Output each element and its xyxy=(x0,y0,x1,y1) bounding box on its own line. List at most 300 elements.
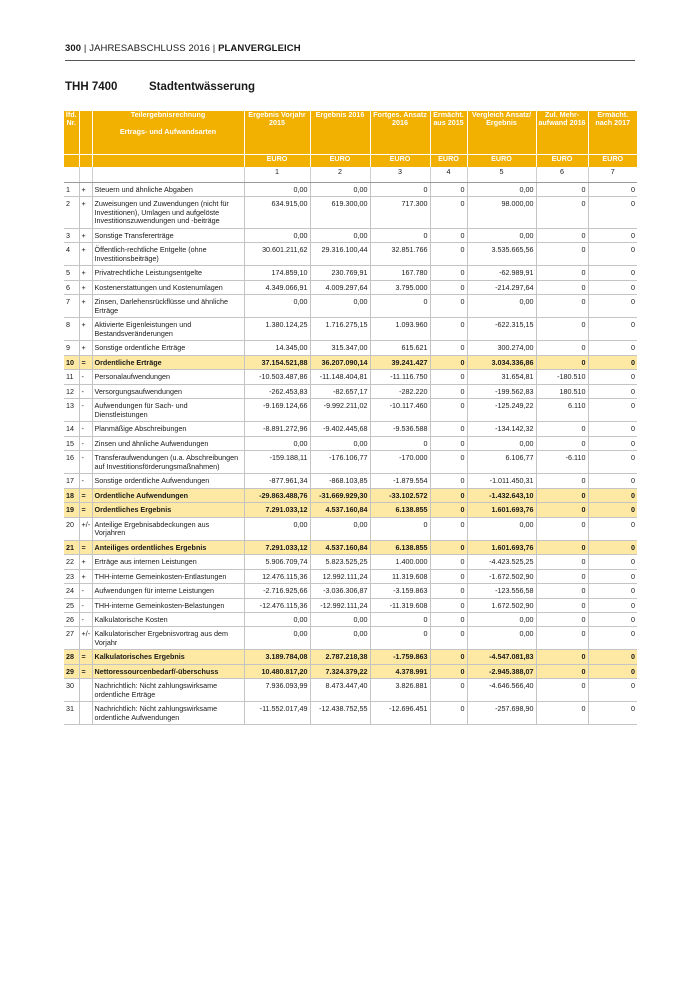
row-label: Nachrichtlich: Nicht zahlungswirksame ordentliche Erträge xyxy=(92,679,244,702)
value-cell: -877.961,34 xyxy=(244,474,310,488)
value-cell: 0 xyxy=(588,664,637,678)
value-cell: 0 xyxy=(430,569,467,583)
value-cell: 634.915,00 xyxy=(244,197,310,228)
value-cell: -180.510 xyxy=(536,370,588,384)
value-cell: 0 xyxy=(430,228,467,242)
column-number xyxy=(64,167,79,183)
value-cell: 0 xyxy=(588,569,637,583)
value-cell: 6.138.855 xyxy=(370,540,430,554)
value-cell: 0 xyxy=(430,474,467,488)
table-row xyxy=(64,295,637,318)
table-row xyxy=(64,664,637,678)
value-cell: 0 xyxy=(588,517,637,540)
value-cell: 3.826.881 xyxy=(370,679,430,702)
value-cell: 0,00 xyxy=(310,612,370,626)
value-cell: -10.117.460 xyxy=(370,399,430,422)
column-number: 2 xyxy=(310,167,370,183)
value-cell: -11.552.017,49 xyxy=(244,702,310,725)
value-cell: 0,00 xyxy=(467,228,536,242)
row-label: Öffentlich-rechtliche Entgelte (ohne Investitionsbeiträge) xyxy=(92,243,244,266)
unit-cell: EURO xyxy=(536,155,588,168)
value-cell: -12.696.451 xyxy=(370,702,430,725)
value-cell: 0 xyxy=(536,569,588,583)
value-cell: -12.438.752,55 xyxy=(310,702,370,725)
column-header: Ergebnis Vorjahr 2015 xyxy=(244,111,310,155)
table-row xyxy=(64,679,637,702)
value-cell: 0 xyxy=(536,436,588,450)
value-cell: -2.945.388,07 xyxy=(467,664,536,678)
row-label: Ordentliche Aufwendungen xyxy=(92,488,244,502)
value-cell: 0,00 xyxy=(244,517,310,540)
row-number: 30 xyxy=(64,679,79,702)
row-number: 10 xyxy=(64,355,79,369)
report-name: JAHRESABSCHLUSS 2016 xyxy=(89,43,211,54)
value-cell: 0 xyxy=(536,584,588,598)
value-cell: 0 xyxy=(588,183,637,197)
row-number: 3 xyxy=(64,228,79,242)
row-number: 16 xyxy=(64,451,79,474)
value-cell: 12.992.111,24 xyxy=(310,569,370,583)
value-cell: 615.621 xyxy=(370,341,430,355)
value-cell: 230.769,91 xyxy=(310,266,370,280)
value-cell: 32.851.766 xyxy=(370,243,430,266)
value-cell: 0 xyxy=(588,488,637,502)
value-cell: 0 xyxy=(536,422,588,436)
value-cell: 0 xyxy=(588,228,637,242)
value-cell: 29.316.100,44 xyxy=(310,243,370,266)
row-number: 18 xyxy=(64,488,79,502)
header-rule xyxy=(65,60,635,61)
header-row xyxy=(64,111,637,155)
value-cell: 0,00 xyxy=(244,436,310,450)
value-cell: 0 xyxy=(430,540,467,554)
value-cell: -29.863.488,76 xyxy=(244,488,310,502)
row-label: Sonstige ordentliche Aufwendungen xyxy=(92,474,244,488)
value-cell: 0 xyxy=(536,243,588,266)
value-cell: 7.291.033,12 xyxy=(244,540,310,554)
value-cell: 0 xyxy=(370,436,430,450)
row-operator: = xyxy=(79,664,92,678)
value-cell: 0 xyxy=(588,436,637,450)
value-cell: 0,00 xyxy=(310,517,370,540)
value-cell: 0 xyxy=(430,598,467,612)
value-cell: 0 xyxy=(536,228,588,242)
value-cell: 98.000,00 xyxy=(467,197,536,228)
value-cell: 0 xyxy=(370,183,430,197)
value-cell: 0,00 xyxy=(310,436,370,450)
value-cell: 0 xyxy=(588,540,637,554)
row-label: Kalkulatorischer Ergebnisvortrag aus dem Vorjahr xyxy=(92,627,244,650)
value-cell: 0 xyxy=(588,702,637,725)
value-cell: 0 xyxy=(588,584,637,598)
value-cell: -3.036.306,87 xyxy=(310,584,370,598)
value-cell: 0 xyxy=(588,650,637,664)
value-cell: -4.423.525,25 xyxy=(467,555,536,569)
value-cell: 0 xyxy=(588,679,637,702)
row-number: 29 xyxy=(64,664,79,678)
value-cell: 5.906.709,74 xyxy=(244,555,310,569)
column-number xyxy=(79,167,92,183)
value-cell: 0 xyxy=(536,488,588,502)
table-row xyxy=(64,488,637,502)
value-cell: -6.110 xyxy=(536,451,588,474)
row-label: Privatrechtliche Leistungsentgelte xyxy=(92,266,244,280)
row-number: 13 xyxy=(64,399,79,422)
value-cell: -12.476.115,36 xyxy=(244,598,310,612)
value-cell: 0 xyxy=(536,702,588,725)
row-number: 20 xyxy=(64,517,79,540)
value-cell: -1.759.863 xyxy=(370,650,430,664)
value-cell: 0,00 xyxy=(310,295,370,318)
column-number: 6 xyxy=(536,167,588,183)
table-row xyxy=(64,399,637,422)
value-cell: 0 xyxy=(370,517,430,540)
table-body xyxy=(64,183,637,725)
value-cell: -1.432.643,10 xyxy=(467,488,536,502)
table-row xyxy=(64,540,637,554)
value-cell: 0 xyxy=(588,503,637,517)
column-header: Teilergebnisrechnung Ertrags- und Aufwandsarten xyxy=(92,111,244,155)
value-cell: 0,00 xyxy=(310,228,370,242)
value-cell: 0 xyxy=(370,612,430,626)
value-cell: 3.034.336,86 xyxy=(467,355,536,369)
row-number: 21 xyxy=(64,540,79,554)
value-cell: 0,00 xyxy=(244,627,310,650)
value-cell: -1.672.502,90 xyxy=(467,569,536,583)
table-row xyxy=(64,355,637,369)
table-row xyxy=(64,422,637,436)
value-cell: 1.672.502,90 xyxy=(467,598,536,612)
row-operator: = xyxy=(79,540,92,554)
row-label: Nachrichtlich: Nicht zahlungswirksame ordentliche Aufwendungen xyxy=(92,702,244,725)
value-cell: -1.879.554 xyxy=(370,474,430,488)
value-cell: 0 xyxy=(370,627,430,650)
row-operator: + xyxy=(79,569,92,583)
column-number: 5 xyxy=(467,167,536,183)
row-number: 19 xyxy=(64,503,79,517)
value-cell: 6.110 xyxy=(536,399,588,422)
row-label: Zinsen, Darlehensrückflüsse und ähnliche Erträge xyxy=(92,295,244,318)
value-cell: 3.795.000 xyxy=(370,280,430,294)
value-cell: 0,00 xyxy=(467,517,536,540)
row-number: 4 xyxy=(64,243,79,266)
value-cell: 300.274,00 xyxy=(467,341,536,355)
unit-cell: EURO xyxy=(370,155,430,168)
value-cell: 0 xyxy=(536,295,588,318)
unit-cell xyxy=(64,155,79,168)
value-cell: 0 xyxy=(370,228,430,242)
row-operator xyxy=(79,702,92,725)
row-label: Ordentliches Ergebnis xyxy=(92,503,244,517)
row-label: Versorgungsaufwendungen xyxy=(92,384,244,398)
value-cell: 167.780 xyxy=(370,266,430,280)
table-row xyxy=(64,341,637,355)
budget-name: Stadtentwässerung xyxy=(149,81,256,93)
unit-row xyxy=(64,155,637,168)
value-cell: 0,00 xyxy=(467,436,536,450)
column-header xyxy=(79,111,92,155)
value-cell: 0 xyxy=(536,517,588,540)
row-label: THH-interne Gemeinkosten-Entlastungen xyxy=(92,569,244,583)
value-cell: 0 xyxy=(588,422,637,436)
value-cell: -262.453,83 xyxy=(244,384,310,398)
row-label: Personalaufwendungen xyxy=(92,370,244,384)
value-cell: 0 xyxy=(536,474,588,488)
value-cell: 717.300 xyxy=(370,197,430,228)
unit-cell xyxy=(92,155,244,168)
column-number: 1 xyxy=(244,167,310,183)
value-cell: 174.859,10 xyxy=(244,266,310,280)
value-cell: 0 xyxy=(430,436,467,450)
unit-cell: EURO xyxy=(467,155,536,168)
value-cell: 0 xyxy=(536,341,588,355)
value-cell: 0 xyxy=(536,598,588,612)
value-cell: 5.823.525,25 xyxy=(310,555,370,569)
table-row xyxy=(64,702,637,725)
value-cell: 0 xyxy=(536,679,588,702)
value-cell: 4.537.160,84 xyxy=(310,503,370,517)
value-cell: 0 xyxy=(430,451,467,474)
table-row xyxy=(64,627,637,650)
value-cell: 0 xyxy=(536,650,588,664)
row-operator: - xyxy=(79,399,92,422)
value-cell: 0 xyxy=(536,266,588,280)
value-cell: -622.315,15 xyxy=(467,318,536,341)
row-operator: - xyxy=(79,474,92,488)
row-number: 31 xyxy=(64,702,79,725)
page-number: 300 xyxy=(65,43,82,54)
column-number xyxy=(92,167,244,183)
table-row xyxy=(64,569,637,583)
value-cell: 0,00 xyxy=(244,295,310,318)
value-cell: 0 xyxy=(536,355,588,369)
row-operator: - xyxy=(79,598,92,612)
value-cell: 0 xyxy=(536,612,588,626)
column-number: 4 xyxy=(430,167,467,183)
value-cell: 0 xyxy=(430,517,467,540)
row-number: 9 xyxy=(64,341,79,355)
value-cell: -4.547.081,83 xyxy=(467,650,536,664)
value-cell: 0 xyxy=(588,341,637,355)
value-cell: -9.536.588 xyxy=(370,422,430,436)
row-operator: + xyxy=(79,266,92,280)
value-cell: 0 xyxy=(588,243,637,266)
row-operator xyxy=(79,679,92,702)
row-operator: - xyxy=(79,584,92,598)
table-row xyxy=(64,451,637,474)
column-header: Ergebnis 2016 xyxy=(310,111,370,155)
value-cell: 1.400.000 xyxy=(370,555,430,569)
value-cell: 0 xyxy=(588,355,637,369)
value-cell: -8.891.272,96 xyxy=(244,422,310,436)
value-cell: 4.537.160,84 xyxy=(310,540,370,554)
unit-cell: EURO xyxy=(310,155,370,168)
value-cell: -214.297,64 xyxy=(467,280,536,294)
value-cell: 0 xyxy=(536,183,588,197)
value-cell: 0 xyxy=(536,540,588,554)
row-operator: +/- xyxy=(79,517,92,540)
row-label: Zuweisungen und Zuwendungen (nicht für Investitionen), Umlagen und aufgelöste Investitionszuwendungen und -beiträge xyxy=(92,197,244,228)
value-cell: 0 xyxy=(430,702,467,725)
value-cell: -82.657,17 xyxy=(310,384,370,398)
value-cell: 8.473.447,40 xyxy=(310,679,370,702)
column-header: lfd. Nr. xyxy=(64,111,79,155)
value-cell: 0 xyxy=(536,555,588,569)
value-cell: 0 xyxy=(430,503,467,517)
row-operator: - xyxy=(79,370,92,384)
value-cell: 0 xyxy=(430,197,467,228)
value-cell: 0 xyxy=(588,627,637,650)
value-cell: 1.093.960 xyxy=(370,318,430,341)
value-cell: -170.000 xyxy=(370,451,430,474)
table-row xyxy=(64,197,637,228)
value-cell: 1.380.124,25 xyxy=(244,318,310,341)
table-row xyxy=(64,228,637,242)
value-cell: 0 xyxy=(430,627,467,650)
value-cell: -9.992.211,02 xyxy=(310,399,370,422)
row-number: 27 xyxy=(64,627,79,650)
value-cell: 0 xyxy=(536,627,588,650)
value-cell: 0 xyxy=(588,474,637,488)
value-cell: 39.241.427 xyxy=(370,355,430,369)
row-label: Zinsen und ähnliche Aufwendungen xyxy=(92,436,244,450)
value-cell: -9.169.124,66 xyxy=(244,399,310,422)
value-cell: 0,00 xyxy=(467,295,536,318)
value-cell: 0 xyxy=(430,370,467,384)
row-operator: - xyxy=(79,612,92,626)
value-cell: 12.476.115,36 xyxy=(244,569,310,583)
value-cell: 0 xyxy=(430,488,467,502)
row-operator: = xyxy=(79,650,92,664)
value-cell: 1.601.693,76 xyxy=(467,503,536,517)
value-cell: 7.324.379,22 xyxy=(310,664,370,678)
row-operator: + xyxy=(79,341,92,355)
row-label: Ordentliche Erträge xyxy=(92,355,244,369)
value-cell: 0 xyxy=(588,197,637,228)
row-operator: = xyxy=(79,488,92,502)
row-label: Sonstige Transfererträge xyxy=(92,228,244,242)
row-label: Transferaufwendungen (u.a. Abschreibungen auf Investitionsförderungsmaßnahmen) xyxy=(92,451,244,474)
row-operator: + xyxy=(79,280,92,294)
page-header xyxy=(65,43,301,54)
value-cell: 0,00 xyxy=(467,183,536,197)
value-cell: 7.291.033,12 xyxy=(244,503,310,517)
row-number: 24 xyxy=(64,584,79,598)
row-label: Aufwendungen für interne Leistungen xyxy=(92,584,244,598)
value-cell: 0 xyxy=(430,399,467,422)
value-cell: 3.189.784,08 xyxy=(244,650,310,664)
value-cell: 4.349.066,91 xyxy=(244,280,310,294)
row-operator: = xyxy=(79,355,92,369)
unit-cell: EURO xyxy=(244,155,310,168)
table-row xyxy=(64,650,637,664)
row-number: 28 xyxy=(64,650,79,664)
value-cell: 0 xyxy=(430,422,467,436)
value-cell: 11.319.608 xyxy=(370,569,430,583)
value-cell: 0 xyxy=(588,384,637,398)
value-cell: -868.103,85 xyxy=(310,474,370,488)
row-number: 2 xyxy=(64,197,79,228)
row-label: Sonstige ordentliche Erträge xyxy=(92,341,244,355)
value-cell: -125.249,22 xyxy=(467,399,536,422)
row-number: 11 xyxy=(64,370,79,384)
value-cell: 0 xyxy=(588,399,637,422)
row-number: 7 xyxy=(64,295,79,318)
value-cell: 0 xyxy=(430,243,467,266)
value-cell: 0 xyxy=(588,555,637,569)
value-cell: -282.220 xyxy=(370,384,430,398)
row-label: Erträge aus internen Leistungen xyxy=(92,555,244,569)
row-operator: + xyxy=(79,243,92,266)
value-cell: 0 xyxy=(588,295,637,318)
value-cell: -1.011.450,31 xyxy=(467,474,536,488)
row-number: 14 xyxy=(64,422,79,436)
row-label: Kalkulatorisches Ergebnis xyxy=(92,650,244,664)
value-cell: 0 xyxy=(430,612,467,626)
value-cell: -33.102.572 xyxy=(370,488,430,502)
value-cell: 0 xyxy=(588,370,637,384)
row-label: Nettoressourcenbedarf/-überschuss xyxy=(92,664,244,678)
value-cell: 0 xyxy=(536,280,588,294)
value-cell: 0 xyxy=(430,679,467,702)
row-number: 8 xyxy=(64,318,79,341)
value-cell: 0,00 xyxy=(244,612,310,626)
row-label: Aktivierte Eigenleistungen und Bestandsveränderungen xyxy=(92,318,244,341)
value-cell: 0 xyxy=(588,451,637,474)
value-cell: 0 xyxy=(430,555,467,569)
row-operator: + xyxy=(79,318,92,341)
value-cell: 10.480.817,20 xyxy=(244,664,310,678)
value-cell: -11.148.404,81 xyxy=(310,370,370,384)
value-cell: 36.207.090,14 xyxy=(310,355,370,369)
value-cell: 0,00 xyxy=(310,183,370,197)
column-header: Ermächt. nach 2017 xyxy=(588,111,637,155)
table-row xyxy=(64,266,637,280)
value-cell: -159.188,11 xyxy=(244,451,310,474)
value-cell: 14.345,00 xyxy=(244,341,310,355)
value-cell: 0 xyxy=(536,318,588,341)
value-cell: 0 xyxy=(536,197,588,228)
value-cell: -12.992.111,24 xyxy=(310,598,370,612)
value-cell: 0,00 xyxy=(310,627,370,650)
value-cell: 4.009.297,64 xyxy=(310,280,370,294)
value-cell: 0 xyxy=(430,355,467,369)
table-row xyxy=(64,243,637,266)
value-cell: 0 xyxy=(370,295,430,318)
header-separator: | xyxy=(212,43,219,54)
value-cell: 0 xyxy=(588,280,637,294)
value-cell: 0 xyxy=(588,266,637,280)
section-name: PLANVERGLEICH xyxy=(218,43,301,54)
value-cell: 0 xyxy=(430,280,467,294)
row-label: Aufwendungen für Sach- und Dienstleistungen xyxy=(92,399,244,422)
value-cell: -11.319.608 xyxy=(370,598,430,612)
row-operator: - xyxy=(79,422,92,436)
value-cell: 619.300,00 xyxy=(310,197,370,228)
budget-code: THH 7400 xyxy=(65,81,118,93)
value-cell: 0 xyxy=(536,503,588,517)
row-operator: + xyxy=(79,228,92,242)
column-number-row xyxy=(64,167,637,183)
column-header: Zul. Mehr-aufwand 2016 xyxy=(536,111,588,155)
value-cell: -11.116.750 xyxy=(370,370,430,384)
value-cell: 0,00 xyxy=(467,627,536,650)
unit-cell: EURO xyxy=(588,155,637,168)
row-operator: + xyxy=(79,295,92,318)
column-header: Ermächt. aus 2015 xyxy=(430,111,467,155)
unit-cell: EURO xyxy=(430,155,467,168)
row-operator: + xyxy=(79,555,92,569)
